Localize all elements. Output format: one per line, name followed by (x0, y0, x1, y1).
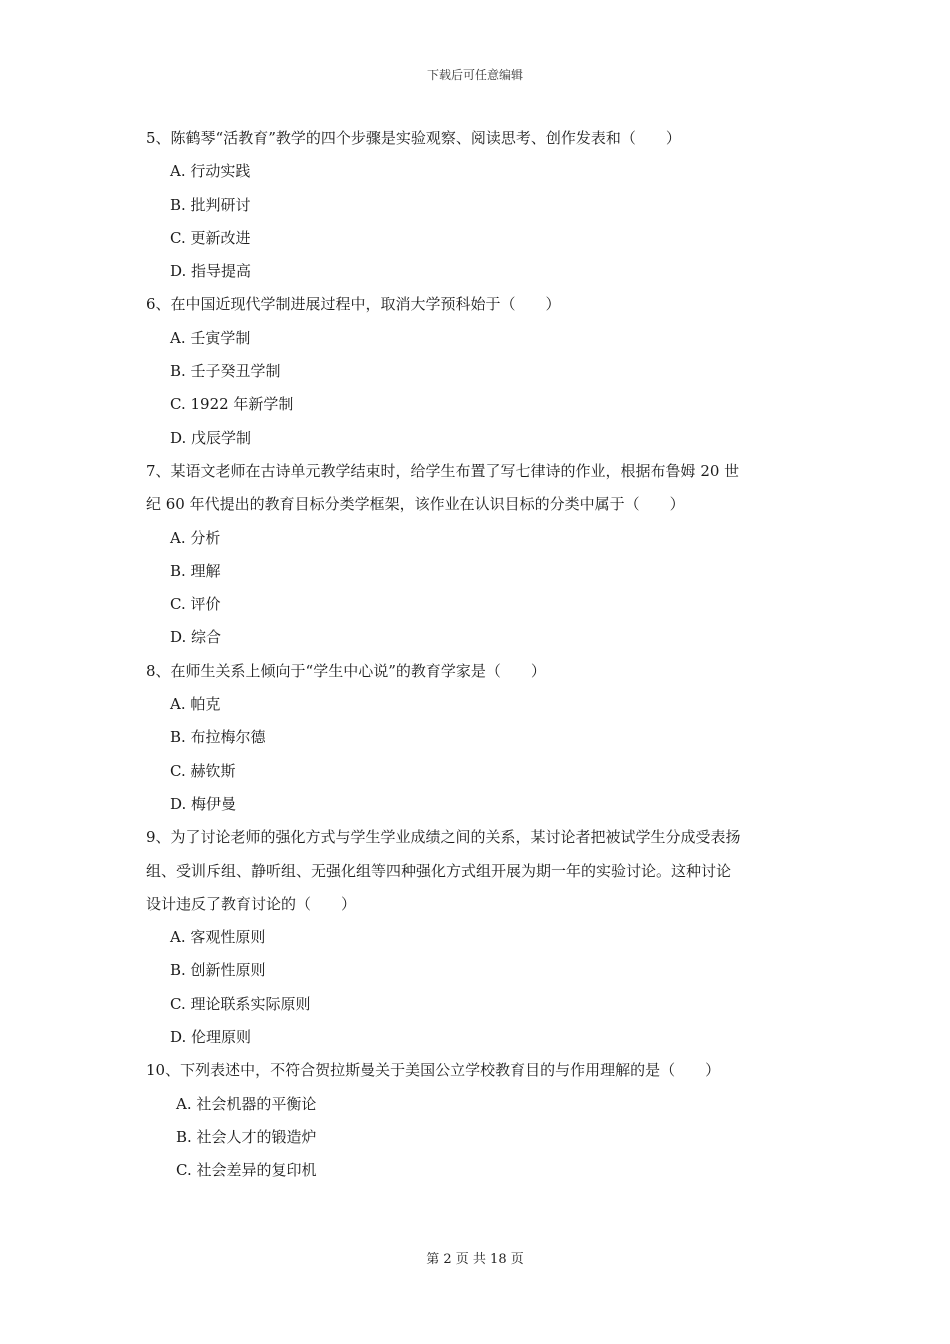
question-8-option-a: A. 帕克 (170, 695, 221, 714)
question-10-option-c: C. 社会差异的复印机 (176, 1161, 317, 1180)
question-5-option-d: D. 指导提高 (170, 262, 252, 281)
question-5-option-b: B. 批判研讨 (170, 195, 251, 214)
question-8-option-d: D. 梅伊曼 (170, 794, 237, 813)
question-10-text: 10、下列表述中，不符合贺拉斯曼关于美国公立学校教育目的与作用理解的是（ ） (146, 1061, 721, 1080)
question-5-option-c: C. 更新改进 (170, 228, 251, 247)
question-9-text-line-1: 9、为了讨论老师的强化方式与学生学业成绩之间的关系，某讨论者把被试学生分成受表扬 (146, 828, 741, 847)
question-8-option-c: C. 赫钦斯 (170, 761, 236, 780)
question-7-option-a: A. 分析 (170, 528, 221, 547)
question-10-option-a: A. 社会机器的平衡论 (176, 1094, 317, 1113)
question-9-option-d: D. 伦理原则 (170, 1028, 252, 1047)
question-6-option-c: C. 1922 年新学制 (170, 395, 294, 414)
question-9-option-c: C. 理论联系实际原则 (170, 994, 311, 1013)
question-list (146, 122, 826, 1188)
question-9-option-b: B. 创新性原则 (170, 961, 266, 980)
question-7-option-c: C. 评价 (170, 595, 221, 614)
question-10-option-b: B. 社会人才的锻造炉 (176, 1127, 317, 1146)
question-8-text: 8、在师生关系上倾向于“学生中心说”的教育学家是（ ） (146, 661, 546, 680)
question-9-text-line-2: 组、受训斥组、静听组、无强化组等四种强化方式组开展为期一年的实验讨论。这种讨论 (146, 861, 732, 880)
question-7-option-d: D. 综合 (170, 628, 222, 647)
question-7-text-line-1: 7、某语文老师在古诗单元教学结束时，给学生布置了写七律诗的作业，根据布鲁姆 20 世 (146, 461, 740, 480)
question-9-option-a: A. 客观性原则 (170, 928, 266, 947)
question-7-option-b: B. 理解 (170, 561, 221, 580)
question-8-option-b: B. 布拉梅尔德 (170, 728, 266, 747)
question-6-option-d: D. 戊辰学制 (170, 428, 252, 447)
question-5-option-a: A. 行动实践 (170, 162, 251, 181)
page-header: 下载后可任意编辑 (426, 68, 523, 82)
question-7-text-line-2: 纪 60 年代提出的教育目标分类学框架，该作业在认识目标的分类中属于（ ） (146, 495, 685, 514)
page-footer: 第 2 页 共 18 页 (426, 1252, 524, 1267)
question-6-text: 6、在中国近现代学制进展过程中，取消大学预科始于（ ） (146, 295, 561, 314)
question-5-text: 5、陈鹤琴“活教育”教学的四个步骤是实验观察、阅读思考、创作发表和（ ） (146, 129, 681, 147)
question-6-option-b: B. 壬子癸丑学制 (170, 362, 281, 381)
question-6-option-a: A. 壬寅学制 (170, 328, 251, 347)
question-9-text-line-3: 设计违反了教育讨论的（ ） (146, 894, 357, 913)
